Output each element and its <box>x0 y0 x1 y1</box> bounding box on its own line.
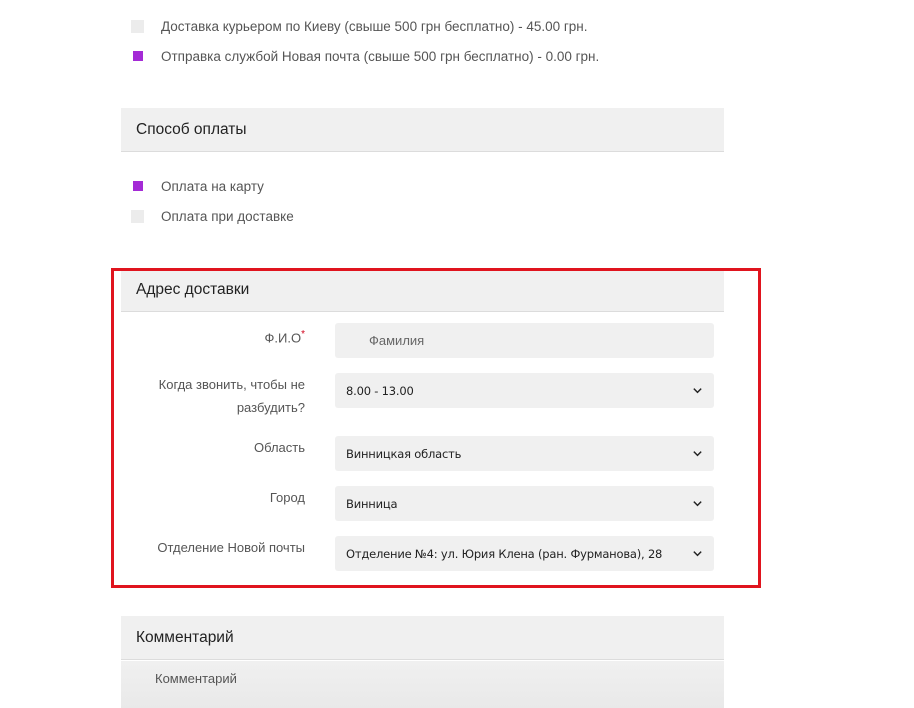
fio-label: Ф.И.О* <box>264 329 305 346</box>
section-title: Способ оплаты <box>136 120 247 138</box>
city-label: Город <box>269 490 305 505</box>
selected-value: Отделение №4: ул. Юрия Клена (ран. Фурманова), 28 <box>346 546 663 561</box>
selected-value: Винницкая область <box>346 446 462 461</box>
highlight-annotation-box <box>111 268 761 588</box>
required-marker: * <box>301 329 305 340</box>
section-title: Комментарий <box>136 628 234 646</box>
delivery-option-label: Доставка курьером по Киеву (свыше 500 грн бесплатно) - 45.00 грн. <box>161 18 588 34</box>
delivery-option-nova-poshta[interactable] <box>131 46 599 66</box>
comment-textarea[interactable] <box>121 661 724 708</box>
payment-option-label: Оплата на карту <box>161 178 264 194</box>
delivery-option-courier[interactable] <box>131 16 588 36</box>
payment-section-header <box>121 108 724 152</box>
payment-option-on-delivery[interactable] <box>131 206 294 226</box>
payment-option-card[interactable] <box>131 176 264 196</box>
radio-button-selected[interactable] <box>133 51 143 61</box>
delivery-option-label: Отправка службой Новая почта (свыше 500 грн бесплатно) - 0.00 грн. <box>161 48 600 64</box>
selected-value: Винница <box>346 496 398 511</box>
payment-option-label: Оплата при доставке <box>161 208 294 224</box>
branch-label: Отделение Новой почты <box>157 540 305 555</box>
comment-section-header <box>121 616 724 660</box>
section-title: Адрес доставки <box>136 280 250 298</box>
radio-button-selected[interactable] <box>133 181 143 191</box>
radio-button[interactable] <box>131 20 144 33</box>
comment-placeholder: Комментарий <box>155 671 237 686</box>
region-label: Область <box>253 440 305 455</box>
call-time-label: Когда звонить, чтобы не разбудить? <box>158 377 305 415</box>
selected-value: 8.00 - 13.00 <box>346 383 414 398</box>
radio-button[interactable] <box>131 210 144 223</box>
